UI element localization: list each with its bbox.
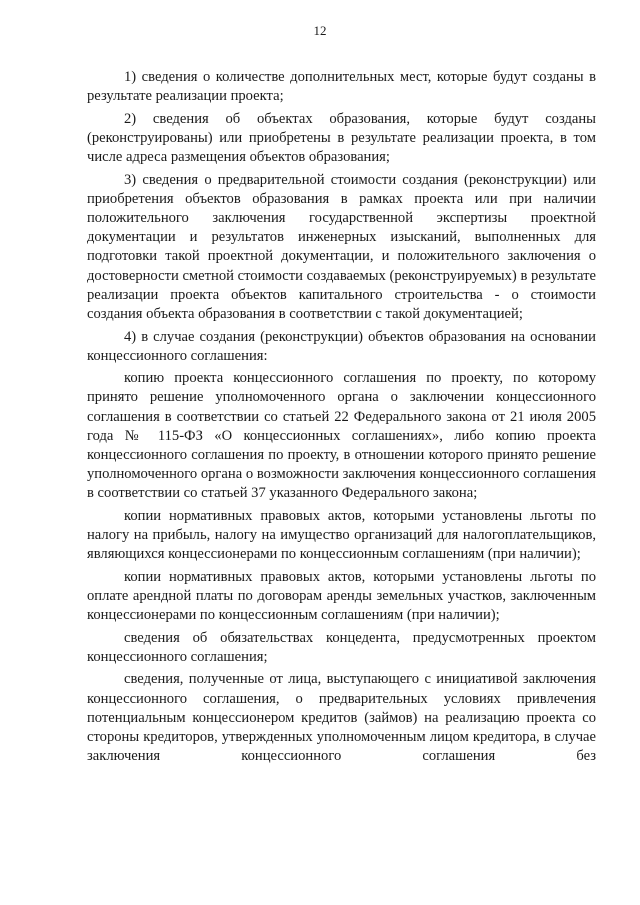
paragraph-item-2: 2) сведения об объектах образования, которые будут созданы (реконструированы) или приобретены в результате реализации проекта, в том числе адреса размещения объектов образования; [87, 110, 596, 166]
paragraph-tax-benefits: копии нормативных правовых актов, которыми установлены льготы по налогу на прибыль, налогу на имущество организаций для налогоплательщиков, являющихся концессионерами по концессионным соглашениям (при наличии); [87, 507, 596, 563]
paragraph-rent-benefits: копии нормативных правовых актов, которыми установлены льготы по оплате арендной платы по договорам аренды земельных участков, заключенным концессионерами по концессионным соглашениям (при наличии); [87, 568, 596, 624]
paragraph-concession-draft: копию проекта концессионного соглашения по проекту, по которому принято решение уполномоченного органа о заключении концессионного соглашения в соответствии со статьей 22 Федерального закона от 21 июля 2005 года № 115-ФЗ «О концессионных соглашениях», либо копию проекта концессионного соглашения по проекту, в отношении которого принято решение уполномоченного органа о возможности заключения концессионного соглашения в соответствии со статьей 37 указанного Федерального закона; [87, 370, 596, 502]
paragraph-credit-conditions: сведения, полученные от лица, выступающего с инициативой заключения концессионного соглашения, о предварительных условиях привлечения потенциальным концессионером кредитов (займов) на реализацию проекта со стороны кредиторов, утвержденных уполномоченным лицом кредитора, в случае заключения концессионного соглашения без [87, 671, 596, 765]
paragraph-item-3: 3) сведения о предварительной стоимости создания (реконструкции) или приобретения объектов образования в рамках проекта или при наличии положительного заключения государственной экспертизы проектной документации и результатов инженерных изысканий, выполненных для подготовки такой проектной документации, и положительного заключения о достоверности сметной стоимости создаваемых (реконструируемых) в результате реализации проекта объектов капитального строительства - о стоимости создания объекта образования в соответствии с такой документацией; [87, 171, 596, 323]
page-number: 12 [313, 23, 327, 38]
paragraph-grantor-obligations: сведения об обязательствах концедента, предусмотренных проектом концессионного соглашения; [87, 629, 596, 665]
document-body [87, 68, 596, 766]
paragraph-item-4: 4) в случае создания (реконструкции) объектов образования на основании концессионного соглашения: [87, 328, 596, 364]
paragraph-item-1: 1) сведения о количестве дополнительных мест, которые будут созданы в результате реализации проекта; [87, 69, 596, 105]
